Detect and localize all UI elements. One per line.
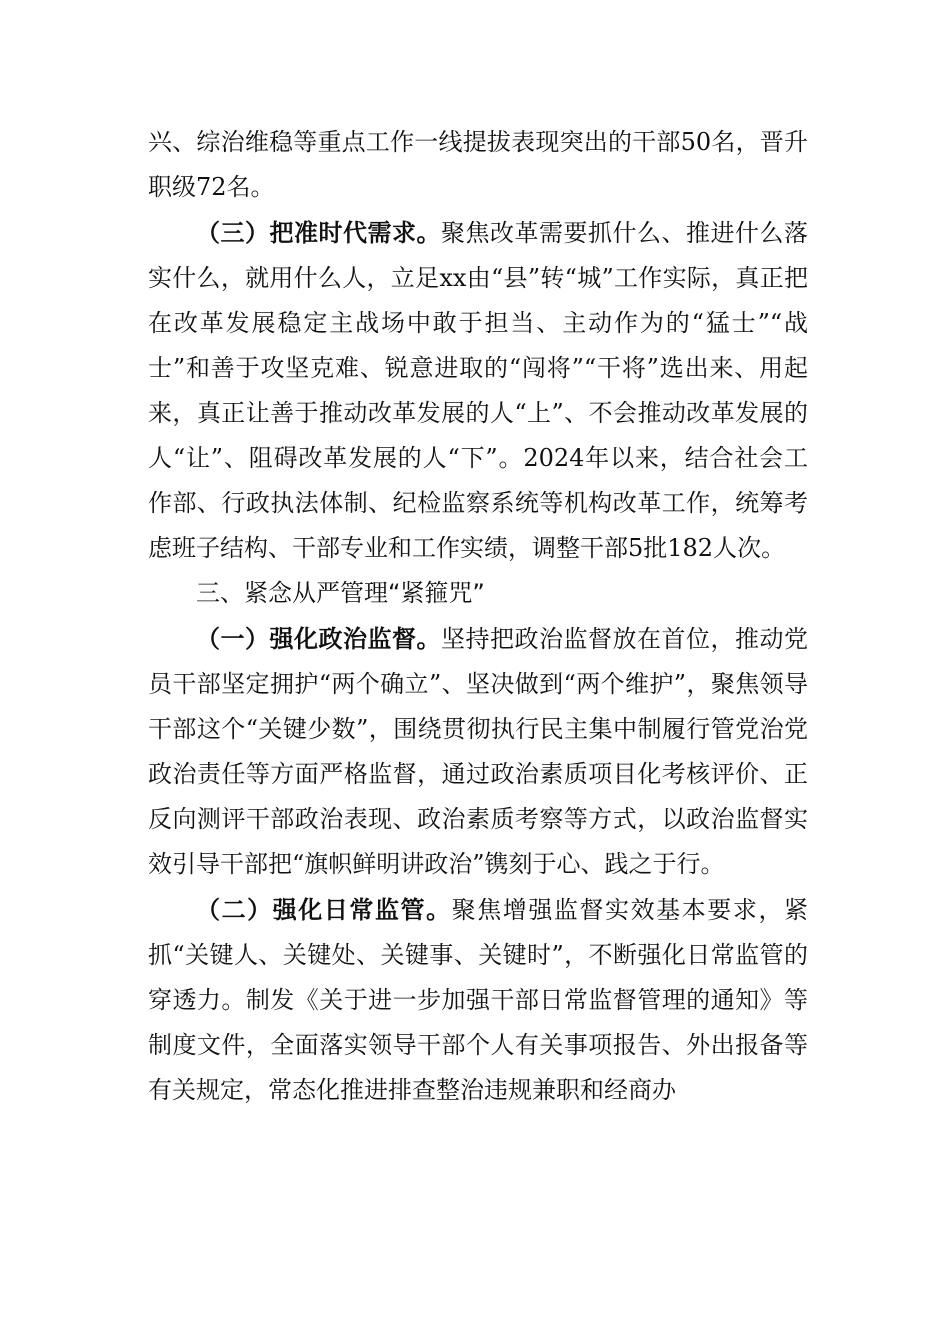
section2-item3-body: 聚焦改革需要抓什么、推进什么落实什么，就用什么人，立足xx由“县”转“城”工作实际，真正把在改革发展稳定主战场中敢于担当、主动作为的“猛士”“战士”和善于攻坚克难、锐意进取的“闯将”“干将”选出来、用起来，真正让善于推动改革发展的人“上”、不会推动改革发展的人“让”、阻碍改革发展的人“下”。2024年以来，结合社会工作部、行政执法体制、纪检监察系统等机构改革工作，统筹考虑班子结构、干部专业和工作实绩，调整干部5批182人次。 — [148, 219, 808, 562]
section3-item1-lead: （一）强化政治监督。 — [196, 624, 441, 653]
section3-item1-body: 坚持把政治监督放在首位，推动党员干部坚定拥护“两个确立”、坚决做到“两个维护”，聚焦领导干部这个“关键少数”，围绕贯彻执行民主集中制履行管党治党政治责任等方面严格监督，通过政治素质项目化考核评价、正反向测评干部政治表现、政治素质考察等方式，以政治监督实效引导干部把“旗帜鲜明讲政治”镌刻于心、践之于行。 — [148, 625, 808, 878]
section3-item2-body: 聚焦增强监督实效基本要求，紧抓“关键人、关键处、关键事、关键时”，不断强化日常监管的穿透力。制发《关于进一步加强干部日常监督管理的通知》等制度文件，全面落实领导干部个人有关事项报告、外出报备等有关规定，常态化推进排查整治违规兼职和经商办 — [148, 896, 809, 1104]
section3-heading: 三、紧念从严管理“紧箍咒” — [196, 579, 485, 607]
section3-item1-paragraph — [148, 616, 808, 887]
section2-item3-lead: （三）把准时代需求。 — [196, 218, 441, 247]
section2-item3-paragraph — [148, 210, 808, 571]
section3-item2-lead: （二）强化日常监管。 — [196, 895, 452, 924]
intro-paragraph: 兴、综治维稳等重点工作一线提拔表现突出的干部50名，晋升职级72名。 — [148, 128, 808, 201]
section3-item2-paragraph — [148, 887, 808, 1113]
document-page — [148, 120, 808, 1113]
